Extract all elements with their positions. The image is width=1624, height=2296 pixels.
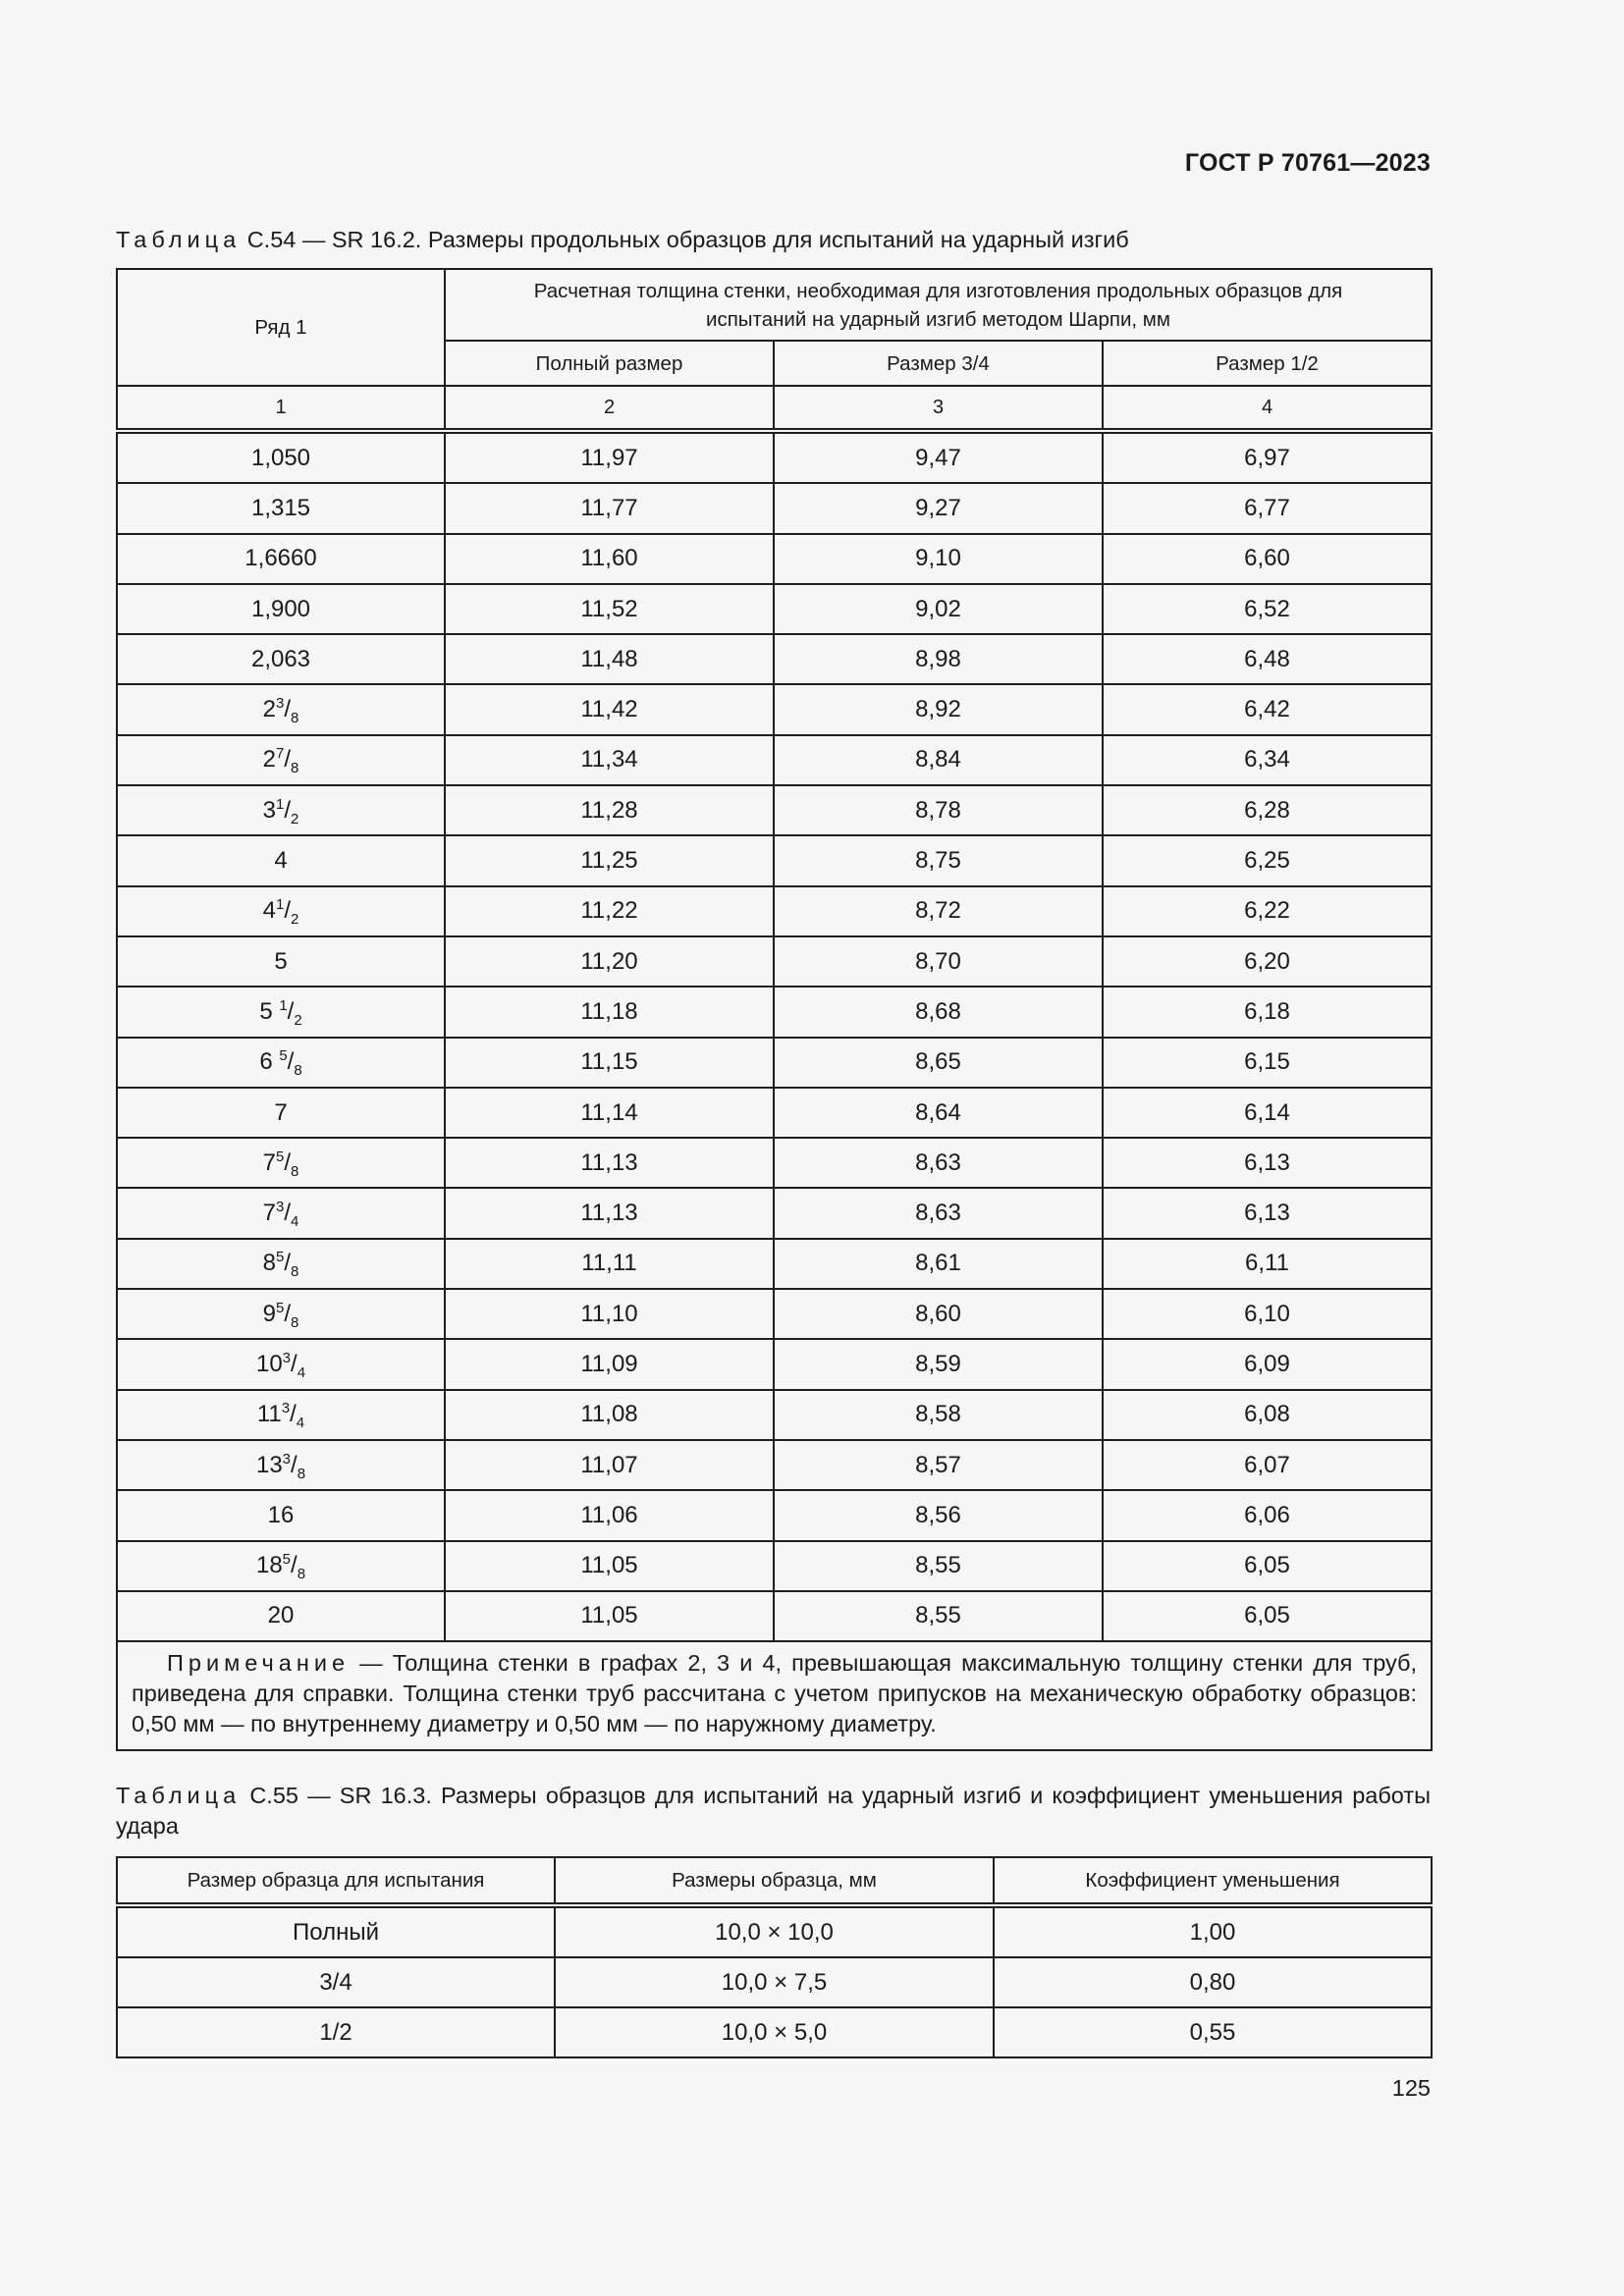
half-size-thickness-cell: 6,08 xyxy=(1103,1390,1432,1440)
pipe-size-whole: 1,900 xyxy=(250,595,311,622)
half-size-thickness-cell: 6,05 xyxy=(1103,1591,1432,1641)
full-size-thickness-cell: 11,06 xyxy=(445,1490,774,1540)
pipe-size-cell: $18^5/_8$ xyxy=(117,1541,445,1591)
full-size-thickness-cell: 11,77 xyxy=(445,483,774,533)
three-quarter-thickness-cell: 8,75 xyxy=(774,835,1103,885)
full-size-thickness-cell: 11,09 xyxy=(445,1339,774,1389)
pipe-size-cell xyxy=(117,634,445,684)
half-size-thickness-cell: 6,11 xyxy=(1103,1239,1432,1289)
pipe-size-fraction-denominator: 8 xyxy=(297,1566,306,1583)
col-group-header-thickness: Расчетная толщина стенки, необходимая для изготовления продольных образцов для испытаний на ударный изгиб методом Шарпи, мм xyxy=(445,269,1432,341)
table-row xyxy=(117,1188,1432,1238)
col-header-reduction-factor: Коэффициент уменьшения xyxy=(994,1857,1432,1905)
table-row xyxy=(117,886,1432,936)
full-size-thickness-cell: 11,52 xyxy=(445,584,774,634)
table-row xyxy=(117,534,1432,584)
pipe-size-cell xyxy=(117,936,445,987)
pipe-size-cell: $13^3/_8$ xyxy=(117,1440,445,1490)
pipe-size-whole: 11 xyxy=(256,1401,282,1428)
col-number: 2 xyxy=(445,386,774,431)
pipe-size-whole: 5 xyxy=(274,947,288,975)
pipe-size-cell xyxy=(117,431,445,483)
full-size-thickness-cell: 11,08 xyxy=(445,1390,774,1440)
pipe-size-whole: 7 xyxy=(262,1200,276,1227)
pipe-size-fraction-numerator: 3 xyxy=(281,1400,291,1417)
table-c55-caption xyxy=(116,1781,1431,1842)
pipe-size-cell xyxy=(117,483,445,533)
pipe-size-fraction-denominator: 2 xyxy=(291,810,299,828)
table-c54-caption-label: Таблица xyxy=(116,227,242,252)
table-cell: 10,0 × 10,0 xyxy=(555,1905,994,1957)
pipe-size-whole: 7 xyxy=(262,1148,276,1176)
table-row xyxy=(117,1038,1432,1088)
three-quarter-thickness-cell: 8,59 xyxy=(774,1339,1103,1389)
pipe-size-fraction-denominator: 2 xyxy=(294,1011,302,1029)
half-size-thickness-cell: 6,10 xyxy=(1103,1289,1432,1339)
pipe-size-cell xyxy=(117,835,445,885)
three-quarter-thickness-cell: 8,57 xyxy=(774,1440,1103,1490)
table-row xyxy=(117,1239,1432,1289)
half-size-thickness-cell: 6,20 xyxy=(1103,936,1432,987)
pipe-size-fraction-denominator: 8 xyxy=(291,1162,299,1180)
pipe-size-whole: 6 xyxy=(259,1048,280,1076)
col-header-row1: Ряд 1 xyxy=(117,269,445,386)
pipe-size-fraction-numerator: 5 xyxy=(276,1249,285,1266)
pipe-size-cell: $2^7/_8$ xyxy=(117,735,445,785)
pipe-size-fraction-numerator: 1 xyxy=(276,795,285,813)
half-size-thickness-cell: 6,34 xyxy=(1103,735,1432,785)
pipe-size-whole: 3 xyxy=(262,796,276,824)
pipe-size-whole: 4 xyxy=(274,847,288,875)
pipe-size-whole: 10 xyxy=(255,1350,283,1377)
full-size-thickness-cell: 11,60 xyxy=(445,534,774,584)
pipe-size-whole: 5 xyxy=(259,997,280,1025)
table-c55-caption-text: С.55 — SR 16.3. Размеры образцов для испытаний на ударный изгиб и коэффициент уменьшения работы удара xyxy=(116,1783,1431,1839)
pipe-size-fraction-denominator: 8 xyxy=(294,1062,302,1080)
table-row xyxy=(117,483,1432,533)
full-size-thickness-cell: 11,48 xyxy=(445,634,774,684)
pipe-size-whole: 20 xyxy=(267,1602,295,1629)
three-quarter-thickness-cell: 8,78 xyxy=(774,785,1103,835)
three-quarter-thickness-cell: 8,92 xyxy=(774,684,1103,734)
pipe-size-cell: $4^1/_2$ xyxy=(117,886,445,936)
document-standard-code: ГОСТ Р 70761—2023 xyxy=(1184,149,1431,177)
pipe-size-fraction-numerator: 7 xyxy=(276,745,285,763)
pipe-size-fraction-numerator: 5 xyxy=(276,1148,285,1165)
half-size-thickness-cell: 6,28 xyxy=(1103,785,1432,835)
three-quarter-thickness-cell: 8,68 xyxy=(774,987,1103,1037)
pipe-size-cell: $9^5/_8$ xyxy=(117,1289,445,1339)
table-cell: 10,0 × 7,5 xyxy=(555,1957,994,2007)
col-number: 3 xyxy=(774,386,1103,431)
three-quarter-thickness-cell: 8,56 xyxy=(774,1490,1103,1540)
half-size-thickness-cell: 6,48 xyxy=(1103,634,1432,684)
three-quarter-thickness-cell: 8,63 xyxy=(774,1188,1103,1238)
col-header-half: Размер 1/2 xyxy=(1103,341,1432,386)
three-quarter-thickness-cell: 8,55 xyxy=(774,1591,1103,1641)
table-row xyxy=(117,584,1432,634)
pipe-size-fraction-numerator: 5 xyxy=(279,1047,288,1065)
half-size-thickness-cell: 6,05 xyxy=(1103,1541,1432,1591)
table-c54-caption-text: С.54 — SR 16.2. Размеры продольных образцов для испытаний на ударный изгиб xyxy=(246,227,1129,252)
half-size-thickness-cell: 6,06 xyxy=(1103,1490,1432,1540)
three-quarter-thickness-cell: 8,65 xyxy=(774,1038,1103,1088)
pipe-size-fraction-denominator: 8 xyxy=(291,1313,299,1331)
full-size-thickness-cell: 11,14 xyxy=(445,1088,774,1138)
pipe-size-fraction-numerator: 3 xyxy=(282,1349,292,1366)
half-size-thickness-cell: 6,09 xyxy=(1103,1339,1432,1389)
three-quarter-thickness-cell: 8,72 xyxy=(774,886,1103,936)
pipe-size-cell xyxy=(117,1088,445,1138)
pipe-size-cell: 5 $^1/_2$ xyxy=(117,987,445,1037)
table-row xyxy=(117,1957,1432,2007)
pipe-size-whole: 18 xyxy=(255,1552,283,1579)
pipe-size-cell: 6 $^5/_8$ xyxy=(117,1038,445,1088)
half-size-thickness-cell: 6,77 xyxy=(1103,483,1432,533)
pipe-size-fraction-denominator: 4 xyxy=(296,1415,305,1432)
pipe-size-fraction-numerator: 1 xyxy=(279,996,288,1014)
table-row xyxy=(117,1541,1432,1591)
half-size-thickness-cell: 6,18 xyxy=(1103,987,1432,1037)
three-quarter-thickness-cell: 8,61 xyxy=(774,1239,1103,1289)
pipe-size-cell xyxy=(117,1591,445,1641)
table-cell: 1,00 xyxy=(994,1905,1432,1957)
table-c55-caption-label: Таблица xyxy=(116,1783,242,1808)
table-cell: Полный xyxy=(117,1905,555,1957)
pipe-size-cell: $7^3/_4$ xyxy=(117,1188,445,1238)
table-row xyxy=(117,735,1432,785)
pipe-size-fraction-denominator: 8 xyxy=(291,760,299,777)
three-quarter-thickness-cell: 9,47 xyxy=(774,431,1103,483)
three-quarter-thickness-cell: 8,60 xyxy=(774,1289,1103,1339)
pipe-size-whole: 13 xyxy=(255,1451,283,1478)
pipe-size-cell: $11^3/_4$ xyxy=(117,1390,445,1440)
full-size-thickness-cell: 11,20 xyxy=(445,936,774,987)
table-row xyxy=(117,431,1432,483)
pipe-size-whole: 7 xyxy=(274,1098,288,1126)
half-size-thickness-cell: 6,60 xyxy=(1103,534,1432,584)
pipe-size-fraction-denominator: 8 xyxy=(297,1465,306,1482)
table-row xyxy=(117,634,1432,684)
full-size-thickness-cell: 11,42 xyxy=(445,684,774,734)
table-cell: 1/2 xyxy=(117,2007,555,2057)
pipe-size-fraction-numerator: 5 xyxy=(276,1299,285,1316)
full-size-thickness-cell: 11,18 xyxy=(445,987,774,1037)
pipe-size-fraction-denominator: 2 xyxy=(291,911,299,929)
three-quarter-thickness-cell: 9,02 xyxy=(774,584,1103,634)
three-quarter-thickness-cell: 8,55 xyxy=(774,1541,1103,1591)
table-row xyxy=(117,1390,1432,1440)
table-c54-caption xyxy=(116,225,1129,255)
pipe-size-whole: 9 xyxy=(262,1300,276,1327)
table-cell: 0,80 xyxy=(994,1957,1432,2007)
pipe-size-cell xyxy=(117,534,445,584)
three-quarter-thickness-cell: 8,70 xyxy=(774,936,1103,987)
table-c54 xyxy=(116,268,1433,1751)
note-label: Примечание xyxy=(167,1650,351,1677)
table-row xyxy=(117,1490,1432,1540)
full-size-thickness-cell: 11,07 xyxy=(445,1440,774,1490)
table-row xyxy=(117,1591,1432,1641)
pipe-size-fraction-numerator: 3 xyxy=(276,695,285,713)
table-row xyxy=(117,936,1432,987)
pipe-size-whole: 2 xyxy=(262,696,276,723)
pipe-size-fraction-denominator: 4 xyxy=(297,1363,306,1381)
pipe-size-whole: 2 xyxy=(262,746,276,774)
pipe-size-fraction-numerator: 3 xyxy=(276,1199,285,1216)
col-header-sample-size: Размер образца для испытания xyxy=(117,1857,555,1905)
three-quarter-thickness-cell: 8,64 xyxy=(774,1088,1103,1138)
table-row xyxy=(117,835,1432,885)
three-quarter-thickness-cell: 9,27 xyxy=(774,483,1103,533)
half-size-thickness-cell: 6,52 xyxy=(1103,584,1432,634)
table-cell: 10,0 × 5,0 xyxy=(555,2007,994,2057)
col-number: 1 xyxy=(117,386,445,431)
half-size-thickness-cell: 6,13 xyxy=(1103,1138,1432,1188)
three-quarter-thickness-cell: 8,98 xyxy=(774,634,1103,684)
half-size-thickness-cell: 6,22 xyxy=(1103,886,1432,936)
table-row xyxy=(117,987,1432,1037)
pipe-size-cell: $10^3/_4$ xyxy=(117,1339,445,1389)
full-size-thickness-cell: 11,13 xyxy=(445,1138,774,1188)
pipe-size-fraction-denominator: 8 xyxy=(291,1263,299,1281)
pipe-size-fraction-numerator: 1 xyxy=(276,896,285,914)
table-row xyxy=(117,1138,1432,1188)
half-size-thickness-cell: 6,07 xyxy=(1103,1440,1432,1490)
table-row xyxy=(117,684,1432,734)
pipe-size-whole: 1,6660 xyxy=(244,545,317,572)
half-size-thickness-cell: 6,14 xyxy=(1103,1088,1432,1138)
full-size-thickness-cell: 11,25 xyxy=(445,835,774,885)
col-header-full: Полный размер xyxy=(445,341,774,386)
table-c55 xyxy=(116,1856,1433,2058)
table-row xyxy=(117,2007,1432,2057)
full-size-thickness-cell: 11,34 xyxy=(445,735,774,785)
half-size-thickness-cell: 6,15 xyxy=(1103,1038,1432,1088)
table-c54-note xyxy=(117,1641,1432,1750)
full-size-thickness-cell: 11,15 xyxy=(445,1038,774,1088)
col-header-sample-dimensions: Размеры образца, мм xyxy=(555,1857,994,1905)
pipe-size-whole: 8 xyxy=(262,1250,276,1277)
table-row xyxy=(117,785,1432,835)
table-row xyxy=(117,1289,1432,1339)
col-number: 4 xyxy=(1103,386,1432,431)
pipe-size-fraction-numerator: 5 xyxy=(282,1551,292,1569)
pipe-size-fraction-denominator: 4 xyxy=(291,1213,299,1231)
full-size-thickness-cell: 11,22 xyxy=(445,886,774,936)
three-quarter-thickness-cell: 8,84 xyxy=(774,735,1103,785)
full-size-thickness-cell: 11,10 xyxy=(445,1289,774,1339)
pipe-size-whole: 4 xyxy=(262,897,276,925)
three-quarter-thickness-cell: 8,63 xyxy=(774,1138,1103,1188)
pipe-size-cell: $2^3/_8$ xyxy=(117,684,445,734)
pipe-size-cell: $3^1/_2$ xyxy=(117,785,445,835)
pipe-size-whole: 16 xyxy=(267,1501,295,1528)
three-quarter-thickness-cell: 9,10 xyxy=(774,534,1103,584)
col-header-three-quarter: Размер 3/4 xyxy=(774,341,1103,386)
three-quarter-thickness-cell: 8,58 xyxy=(774,1390,1103,1440)
full-size-thickness-cell: 11,11 xyxy=(445,1239,774,1289)
half-size-thickness-cell: 6,97 xyxy=(1103,431,1432,483)
pipe-size-cell: $8^5/_8$ xyxy=(117,1239,445,1289)
pipe-size-cell xyxy=(117,1490,445,1540)
full-size-thickness-cell: 11,13 xyxy=(445,1188,774,1238)
table-row xyxy=(117,1905,1432,1957)
table-cell: 0,55 xyxy=(994,2007,1432,2057)
table-row xyxy=(117,1339,1432,1389)
table-row xyxy=(117,1440,1432,1490)
pipe-size-fraction-denominator: 8 xyxy=(291,710,299,727)
pipe-size-whole: 1,050 xyxy=(250,444,311,471)
table-cell: 3/4 xyxy=(117,1957,555,2007)
full-size-thickness-cell: 11,28 xyxy=(445,785,774,835)
pipe-size-whole: 2,063 xyxy=(250,645,311,672)
note-text: — Толщина стенки в графах 2, 3 и 4, превышающая максимальную толщину стенки для труб, приведена для справки. Толщина стенки труб рассчитана с учетом припусков на механическую обработку образцов: 0,50 мм — по внутреннему диаметру и 0,50 мм — по наружному диаметру. xyxy=(132,1650,1417,1737)
full-size-thickness-cell: 11,97 xyxy=(445,431,774,483)
full-size-thickness-cell: 11,05 xyxy=(445,1541,774,1591)
half-size-thickness-cell: 6,25 xyxy=(1103,835,1432,885)
pipe-size-fraction-numerator: 3 xyxy=(282,1450,292,1468)
pipe-size-whole: 1,315 xyxy=(250,494,311,521)
full-size-thickness-cell: 11,05 xyxy=(445,1591,774,1641)
pipe-size-cell: $7^5/_8$ xyxy=(117,1138,445,1188)
half-size-thickness-cell: 6,42 xyxy=(1103,684,1432,734)
half-size-thickness-cell: 6,13 xyxy=(1103,1188,1432,1238)
page-number: 125 xyxy=(1391,2075,1431,2101)
pipe-size-cell xyxy=(117,584,445,634)
table-row xyxy=(117,1088,1432,1138)
